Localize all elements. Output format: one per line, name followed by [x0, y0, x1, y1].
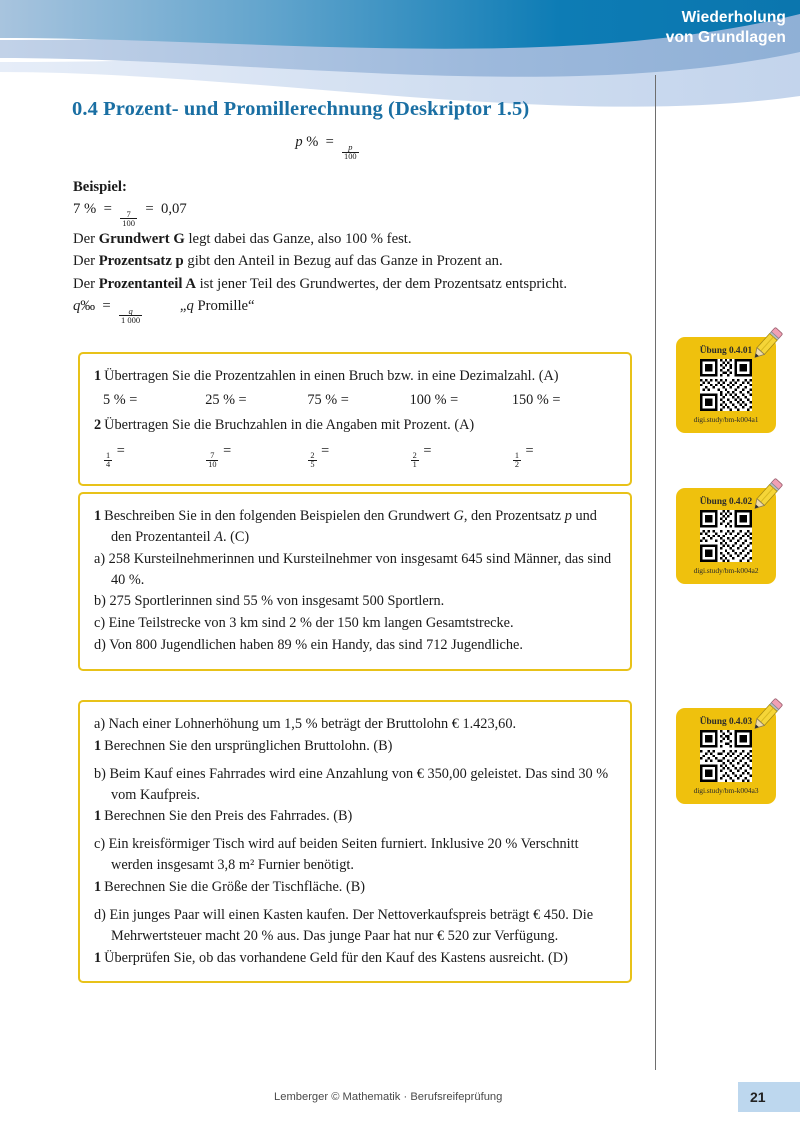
qr-card-title: Übung 0.4.03 [699, 717, 753, 727]
box1-task-2: 2 Übertragen Sie die Bruchzahlen in die Angaben mit Prozent. (A) [94, 416, 475, 433]
example-equals-2: = [145, 201, 154, 218]
box3-task-c: 1 Berechnen Sie die Größe der Tischfläche. (B) [94, 879, 365, 896]
example-result: 0,07 [161, 201, 187, 218]
exercise-box-2 [78, 492, 632, 671]
page-number-badge: 21 [738, 1082, 800, 1112]
exercise-qr-card-3[interactable] [676, 708, 776, 804]
lead-formula [0, 134, 655, 161]
pencil-icon [744, 692, 790, 738]
content-divider [655, 75, 656, 1070]
header-title-line1: Wiederholung [681, 9, 786, 26]
pencil-icon [744, 472, 790, 518]
lead-formula-equals: = [325, 134, 334, 150]
box2-item-b: b) 275 Sportlerinnen sind 55 % von insgesamt 500 Sportlern. [94, 593, 445, 610]
page-title: 0.4 Prozent- und Promillerechnung (Deskriptor 1.5) [72, 98, 530, 120]
box3-task-d: 1 Überprüfen Sie, ob das vorhandene Geld für den Kauf des Kastens ausreicht. (D) [94, 949, 568, 966]
exercise-box-3 [78, 700, 632, 983]
qr-card-title: Übung 0.4.01 [699, 346, 753, 356]
percent-item: 5 % = [103, 391, 138, 408]
example-equation [73, 198, 648, 228]
example-equals-1: = [103, 201, 112, 218]
definition-prozentanteil: Der Prozentanteil A ist jener Teil des Grundwertes, der dem Prozentsatz entspricht. [73, 275, 568, 292]
beispiel-label: Beispiel: [73, 179, 127, 195]
fraction-item: $\frac{2}{5}$ = [310, 442, 330, 470]
lead-formula-var: p [295, 134, 303, 150]
box3-item-b: b) Beim Kauf eines Fahrrades wird eine Anzahlung von € 350,00 geleistet. Das sind 30 % vom Kaufpreis. [94, 765, 609, 803]
box3-item-c: c) Ein kreisförmiger Tisch wird auf beiden Seiten furniert. Inklusive 20 % Verschnitt werden insgesamt 3,8 m² Furnier benötigt. [94, 836, 579, 874]
qr-card-url: digi.study/bm-k004a2 [693, 566, 759, 575]
box2-task-heading: 1 Beschreiben Sie in den folgenden Beispielen den Grundwert G, den Prozentsatz p und den Prozentanteil A. (C) [94, 508, 597, 545]
box3-task-a: 1 Berechnen Sie den ursprünglichen Bruttolohn. (B) [94, 737, 393, 754]
box3-item-a: a) Nach einer Lohnerhöhung um 1,5 % beträgt der Bruttolohn € 1.423,60. [94, 716, 517, 732]
box2-item-c: c) Eine Teilstrecke von 3 km sind 2 % der 150 km langen Gesamtstrecke. [94, 615, 514, 632]
box3-item-d: d) Ein junges Paar will einen Kasten kaufen. Der Nettoverkaufspreis beträgt € 450. Die Mehrwertsteuer macht 20 % aus. Das junge Paar hat nur € 520 zur Verfügung. [94, 906, 594, 944]
intro-text [73, 176, 648, 325]
box1-task-1: 1 Übertragen Sie die Prozentzahlen in einen Bruch bzw. in eine Dezimalzahl. (A) [94, 368, 559, 384]
fraction-item: $\frac{7}{10}$ = [208, 442, 232, 470]
promille-fraction: $\frac{q}{1 000}$ [121, 305, 141, 326]
percent-item: 25 % = [205, 391, 247, 408]
footer-credit: Lemberger © Mathematik · Berufsreifeprüfung [274, 1091, 503, 1103]
exercise-qr-card-2[interactable] [676, 488, 776, 584]
box2-item-d: d) Von 800 Jugendlichen haben 89 % ein Handy, das sind 712 Jugendliche. [94, 637, 523, 654]
definition-grundwert: Der Grundwert G legt dabei das Ganze, also 100 % fest. [73, 230, 412, 247]
fraction-item: $\frac{1}{4}$ = [106, 442, 125, 470]
definition-prozentsatz: Der Prozentsatz p gibt den Anteil in Bezug auf das Ganze in Prozent an. [73, 253, 503, 270]
box1-percent-row [94, 390, 614, 411]
header-title [666, 8, 786, 49]
lead-formula-fraction: $\frac{p}{100}$ [344, 142, 357, 161]
exercise-qr-card-1[interactable] [676, 337, 776, 433]
fraction-item: $\frac{2}{1}$ = [412, 442, 432, 470]
box2-item-a: a) 258 Kursteilnehmerinnen und Kursteilnehmer von insgesamt 645 sind Männer, das sind 40 %. [94, 550, 612, 588]
fraction-item: $\frac{1}{2}$ = [514, 442, 534, 470]
lead-formula-percent: % [306, 134, 319, 150]
qr-card-title: Übung 0.4.02 [699, 497, 753, 507]
qr-card-url: digi.study/bm-k004a3 [693, 786, 759, 795]
exercise-box-1 [78, 352, 632, 486]
box3-task-b: 1 Berechnen Sie den Preis des Fahrrades. (B) [94, 808, 353, 825]
percent-item: 100 % = [409, 391, 459, 408]
percent-item: 75 % = [307, 391, 349, 408]
qr-card-url: digi.study/bm-k004a1 [693, 415, 759, 424]
example-fraction: $\frac{7}{100}$ [122, 208, 136, 229]
example-lhs: 7 % [73, 201, 97, 218]
header-title-line2: von Grundlagen [665, 29, 786, 47]
percent-item: 150 % = [511, 391, 561, 408]
box1-fraction-row [94, 441, 614, 470]
pencil-icon [744, 321, 790, 367]
promille-equation: q‰ = $\frac{q}{1 000}$ „q Promille“ [73, 298, 255, 326]
